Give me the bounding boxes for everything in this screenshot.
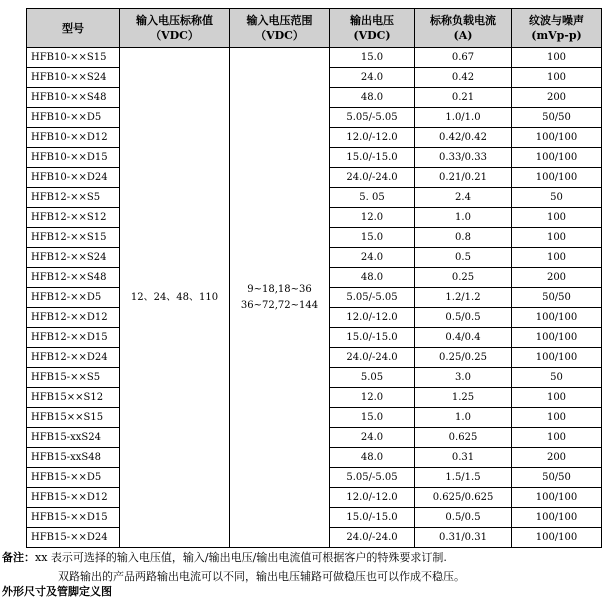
model-cell: HFB10-××D12 [27, 128, 120, 148]
header-load-current: 标称负载电流 (A) [415, 9, 512, 48]
load-current-cell: 0.8 [415, 228, 512, 248]
note-line-2: 双路输出的产品两路输出电流可以不同，输出电压辅路可做稳压也可以作成不稳压。 [58, 570, 465, 583]
model-cell: HFB12-××D15 [27, 328, 120, 348]
output-voltage-cell: 15.0/-15.0 [330, 328, 415, 348]
model-cell: HFB15-××D5 [27, 468, 120, 488]
load-current-cell: 0.67 [415, 48, 512, 68]
load-current-cell: 0.42/0.42 [415, 128, 512, 148]
model-cell: HFB10-××S15 [27, 48, 120, 68]
ripple-noise-cell: 200 [512, 268, 602, 288]
output-voltage-cell: 5.05/-5.05 [330, 108, 415, 128]
load-current-cell: 0.21/0.21 [415, 168, 512, 188]
load-current-cell: 0.31 [415, 448, 512, 468]
load-current-cell: 0.5/0.5 [415, 508, 512, 528]
ripple-noise-cell: 100 [512, 68, 602, 88]
load-current-cell: 0.25 [415, 268, 512, 288]
load-current-cell: 0.42 [415, 68, 512, 88]
ripple-noise-cell: 100 [512, 388, 602, 408]
ripple-noise-cell: 100/100 [512, 168, 602, 188]
ripple-noise-cell: 100 [512, 408, 602, 428]
model-cell: HFB12-××S24 [27, 248, 120, 268]
output-voltage-cell: 12.0/-12.0 [330, 308, 415, 328]
header-model: 型号 [27, 9, 120, 48]
header-output-voltage: 输出电压 (VDC) [330, 9, 415, 48]
output-voltage-cell: 15.0 [330, 228, 415, 248]
load-current-cell: 0.625 [415, 428, 512, 448]
output-voltage-cell: 5.05 [330, 368, 415, 388]
table-row [27, 48, 602, 68]
model-cell: HFB15-xxS24 [27, 428, 120, 448]
output-voltage-cell: 15.0 [330, 48, 415, 68]
model-cell: HFB12-××S15 [27, 228, 120, 248]
ripple-noise-cell: 100 [512, 208, 602, 228]
ripple-noise-cell: 100/100 [512, 348, 602, 368]
output-voltage-cell: 5. 05 [330, 188, 415, 208]
model-cell: HFB12-××S5 [27, 188, 120, 208]
input-nominal-cell: 12、24、48、110 [120, 48, 230, 548]
output-voltage-cell: 15.0/-15.0 [330, 148, 415, 168]
ripple-noise-cell: 50/50 [512, 468, 602, 488]
load-current-cell: 0.33/0.33 [415, 148, 512, 168]
ripple-noise-cell: 100/100 [512, 528, 602, 548]
ripple-noise-cell: 100 [512, 48, 602, 68]
ripple-noise-cell: 200 [512, 88, 602, 108]
model-cell: HFB10-××S24 [27, 68, 120, 88]
ripple-noise-cell: 100 [512, 248, 602, 268]
load-current-cell: 0.5/0.5 [415, 308, 512, 328]
load-current-cell: 0.625/0.625 [415, 488, 512, 508]
input-range-line: 36~72,72~144 [240, 299, 319, 311]
load-current-cell: 1.0/1.0 [415, 108, 512, 128]
output-voltage-cell: 48.0 [330, 448, 415, 468]
model-cell: HFB15-××D12 [27, 488, 120, 508]
model-cell: HFB15-××D15 [27, 508, 120, 528]
note-label: 备注： [2, 551, 35, 564]
model-cell: HFB10-××D15 [27, 148, 120, 168]
header-ripple-noise: 纹波与噪声 (mVp-p) [512, 9, 602, 48]
ripple-noise-cell: 50/50 [512, 288, 602, 308]
load-current-cell: 1.5/1.5 [415, 468, 512, 488]
model-cell: HFB10-××S48 [27, 88, 120, 108]
ripple-noise-cell: 200 [512, 448, 602, 468]
output-voltage-cell: 24.0 [330, 248, 415, 268]
load-current-cell: 0.31/0.31 [415, 528, 512, 548]
model-cell: HFB10-××D24 [27, 168, 120, 188]
output-voltage-cell: 48.0 [330, 88, 415, 108]
model-cell: HFB12-××D24 [27, 348, 120, 368]
model-cell: HFB15-××D24 [27, 528, 120, 548]
output-voltage-cell: 12.0 [330, 208, 415, 228]
input-range-cell [230, 48, 330, 548]
header-input-nominal: 输入电压标称值 （VDC） [120, 9, 230, 48]
next-section-heading: 外形尺寸及管脚定义图 [2, 585, 112, 598]
model-cell: HFB10-××D5 [27, 108, 120, 128]
ripple-noise-cell: 100/100 [512, 328, 602, 348]
ripple-noise-cell: 100 [512, 428, 602, 448]
output-voltage-cell: 24.0/-24.0 [330, 528, 415, 548]
load-current-cell: 3.0 [415, 368, 512, 388]
output-voltage-cell: 12.0/-12.0 [330, 128, 415, 148]
output-voltage-cell: 15.0 [330, 408, 415, 428]
output-voltage-cell: 24.0 [330, 428, 415, 448]
load-current-cell: 2.4 [415, 188, 512, 208]
load-current-cell: 1.0 [415, 208, 512, 228]
model-cell: HFB15-××S5 [27, 368, 120, 388]
ripple-noise-cell: 50 [512, 188, 602, 208]
ripple-noise-cell: 50/50 [512, 108, 602, 128]
load-current-cell: 1.2/1.2 [415, 288, 512, 308]
output-voltage-cell: 5.05/-5.05 [330, 468, 415, 488]
output-voltage-cell: 48.0 [330, 268, 415, 288]
header-input-range: 输入电压范围 （VDC） [230, 9, 330, 48]
output-voltage-cell: 24.0 [330, 68, 415, 88]
load-current-cell: 0.21 [415, 88, 512, 108]
load-current-cell: 0.4/0.4 [415, 328, 512, 348]
ripple-noise-cell: 100/100 [512, 508, 602, 528]
output-voltage-cell: 24.0/-24.0 [330, 168, 415, 188]
model-cell: HFB12-××S12 [27, 208, 120, 228]
model-cell: HFB12-××S48 [27, 268, 120, 288]
load-current-cell: 1.25 [415, 388, 512, 408]
load-current-cell: 0.25/0.25 [415, 348, 512, 368]
note-line-1: 备注：xx 表示可选择的输入电压值，输入/输出电压/输出电流值可根据客户的特殊要求订制. [2, 551, 447, 564]
ripple-noise-cell: 100 [512, 228, 602, 248]
input-range-line: 9~18,18~36 [247, 283, 312, 295]
ripple-noise-cell: 100/100 [512, 148, 602, 168]
model-cell: HFB12-××D12 [27, 308, 120, 328]
ripple-noise-cell: 50 [512, 368, 602, 388]
output-voltage-cell: 15.0/-15.0 [330, 508, 415, 528]
output-voltage-cell: 24.0/-24.0 [330, 348, 415, 368]
load-current-cell: 0.5 [415, 248, 512, 268]
model-cell: HFB15××S12 [27, 388, 120, 408]
ripple-noise-cell: 100/100 [512, 308, 602, 328]
output-voltage-cell: 12.0 [330, 388, 415, 408]
model-cell: HFB12-××D5 [27, 288, 120, 308]
header-row [27, 9, 602, 48]
spec-table [26, 8, 602, 548]
model-cell: HFB15-xxS48 [27, 448, 120, 468]
output-voltage-cell: 12.0/-12.0 [330, 488, 415, 508]
load-current-cell: 1.0 [415, 408, 512, 428]
model-cell: HFB15××S15 [27, 408, 120, 428]
output-voltage-cell: 5.05/-5.05 [330, 288, 415, 308]
ripple-noise-cell: 100/100 [512, 128, 602, 148]
ripple-noise-cell: 100/100 [512, 488, 602, 508]
